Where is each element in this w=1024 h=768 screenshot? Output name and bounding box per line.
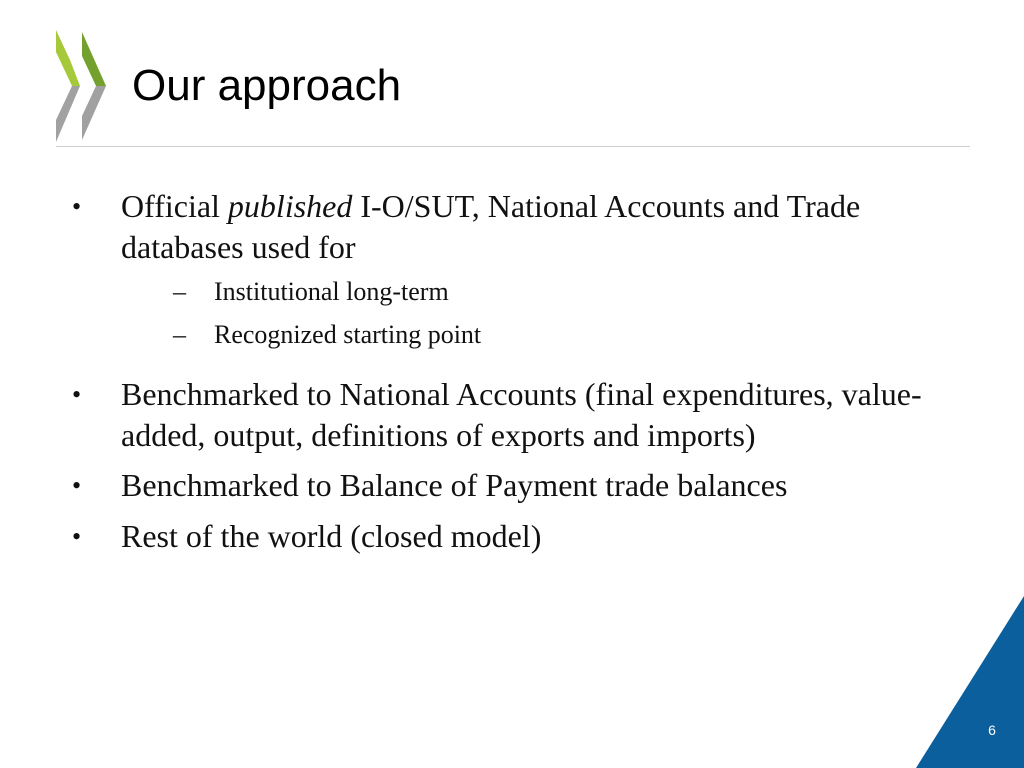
sub-bullet-list — [121, 273, 980, 354]
bullet-text: Benchmarked to Balance of Payment trade balances — [121, 467, 788, 503]
corner-triangle-decoration — [916, 596, 1024, 768]
bullet-item-balance-of-payment — [60, 465, 980, 506]
sub-bullet-item — [121, 316, 980, 354]
logo-chevron-left-top — [56, 30, 80, 86]
bullet-marker: • — [72, 380, 82, 409]
page-number: 6 — [988, 722, 996, 738]
bullet-text: Rest of the world (closed model) — [121, 518, 542, 554]
logo-chevron-left-bottom — [56, 86, 80, 142]
bullet-text-rest: I-O/SUT, National Accounts and Trade databases used for — [121, 188, 861, 265]
bullet-marker: • — [72, 471, 82, 500]
sub-bullet-marker: – — [173, 320, 186, 349]
logo-chevron-right-bottom — [82, 86, 106, 140]
logo-chevron-right-top — [82, 32, 106, 86]
title-divider — [56, 146, 970, 147]
bullet-marker: • — [72, 522, 82, 551]
bullet-marker: • — [72, 192, 82, 221]
bullet-text-emphasis: published — [227, 188, 353, 224]
bullet-list — [60, 186, 980, 557]
sub-bullet-item — [121, 273, 980, 311]
bullet-item-data-sources — [60, 186, 980, 354]
corner-triangle — [916, 596, 1024, 768]
bullet-item-rest-of-world — [60, 516, 980, 557]
chevron-logo-icon — [50, 30, 112, 142]
slide-title: Our approach — [132, 61, 402, 110]
sub-bullet-text: Institutional long-term — [214, 277, 449, 306]
bullet-item-national-accounts — [60, 374, 980, 456]
sub-bullet-marker: – — [173, 277, 186, 306]
bullet-text: Benchmarked to National Accounts (final expenditures, value-added, output, definitions of exports and imports) — [121, 376, 922, 453]
bullet-text-lead: Official — [121, 188, 228, 224]
sub-bullet-text: Recognized starting point — [214, 320, 482, 349]
